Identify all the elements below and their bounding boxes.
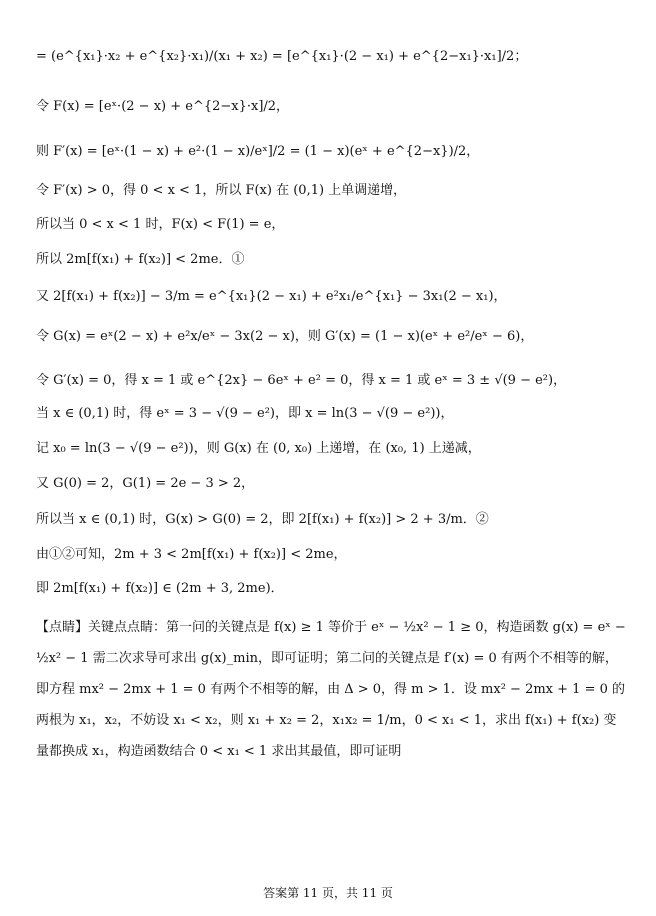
comment-text: 关键点点睛：第一问的关键点是 f(x) ≥ 1 等价于 eˣ − ½x² − 1 ≥ 0，构造函数 g(x) = eˣ − ½x² − 1 需二次求导可求出 g(x)_min，即可证明；第二问的关键点是 f′(x) = 0 有两个不相等的解，即方程 mx² − 2mx + 1 = 0 有两个不相等的解，由 Δ > 0，得 m > 1．设 mx² − 2mx + 1 = 0 的两根为 x₁，x₂，不妨设 x₁ < x₂，则 x₁ + x₂ = 2，x₁x₂ = 1/m，0 < x₁ < 1，求出 f(x₁) + f(x₂) 变量都换成 x₁，构造函数结合 0 < x₁ < 1 求出其最值，即可证明 <box>36 620 626 759</box>
define-G-line: 令 G(x) = eˣ(2 − x) + e²x/eˣ − 3x(2 − x)，则 G′(x) = (1 − x)(eˣ + e²/eˣ − 6)， <box>36 329 534 344</box>
x0-line: 记 x₀ = ln(3 − √(9 − e²))，则 G(x) 在 (0, x₀) 上递增，在 (x₀, 1) 上递减， <box>36 441 481 456</box>
page-footer: 答案第 11 页，共 11 页 <box>263 886 393 900</box>
G-values-line: 又 G(0) = 2，G(1) = 2e − 3 > 2， <box>36 476 255 491</box>
monotonic-F-line: 令 F′(x) > 0，得 0 < x < 1，所以 F(x) 在 (0,1) 上单调递增， <box>36 183 407 198</box>
inequality-1-line: 所以 2m[f(x₁) + f(x₂)] < 2me．① <box>36 252 245 267</box>
conclusion-line: 即 2m[f(x₁) + f(x₂)] ∈ (2m + 3, 2me)． <box>36 581 284 596</box>
bound-F-line: 所以当 0 < x < 1 时，F(x) < F(1) = e， <box>36 217 285 232</box>
derivative-F-line: 则 F′(x) = [eˣ·(1 − x) + e²·(1 − x)/eˣ]/2 = (1 − x)(eˣ + e^{2−x})/2， <box>36 144 480 159</box>
combine-line: 由①②可知，2m + 3 < 2m[f(x₁) + f(x₂)] < 2me， <box>36 547 347 562</box>
comment-block <box>36 612 626 767</box>
solve-G-line: 令 G′(x) = 0，得 x = 1 或 e^{2x} − 6eˣ + e² = 0，得 x = 1 或 eˣ = 3 ± √(9 − e²)， <box>36 373 567 388</box>
equation-line-1: = (e^{x₁}·x₂ + e^{x₂}·x₁)/(x₁ + x₂) = [e^{x₁}·(2 − x₁) + e^{2−x₁}·x₁]/2； <box>36 49 528 64</box>
comment-label: 【点睛】 <box>36 620 89 635</box>
interval-line: 当 x ∈ (0,1) 时，得 eˣ = 3 − √(9 − e²)，即 x = ln(3 − √(9 − e²))， <box>36 406 454 421</box>
define-F-line: 令 F(x) = [eˣ·(2 − x) + e^{2−x}·x]/2， <box>36 99 290 114</box>
expression-line: 又 2[f(x₁) + f(x₂)] − 3/m = e^{x₁}(2 − x₁) + e²x₁/e^{x₁} − 3x₁(2 − x₁)， <box>36 289 507 304</box>
inequality-2-line: 所以当 x ∈ (0,1) 时，G(x) > G(0) = 2，即 2[f(x₁) + f(x₂)] > 2 + 3/m．② <box>36 512 489 527</box>
